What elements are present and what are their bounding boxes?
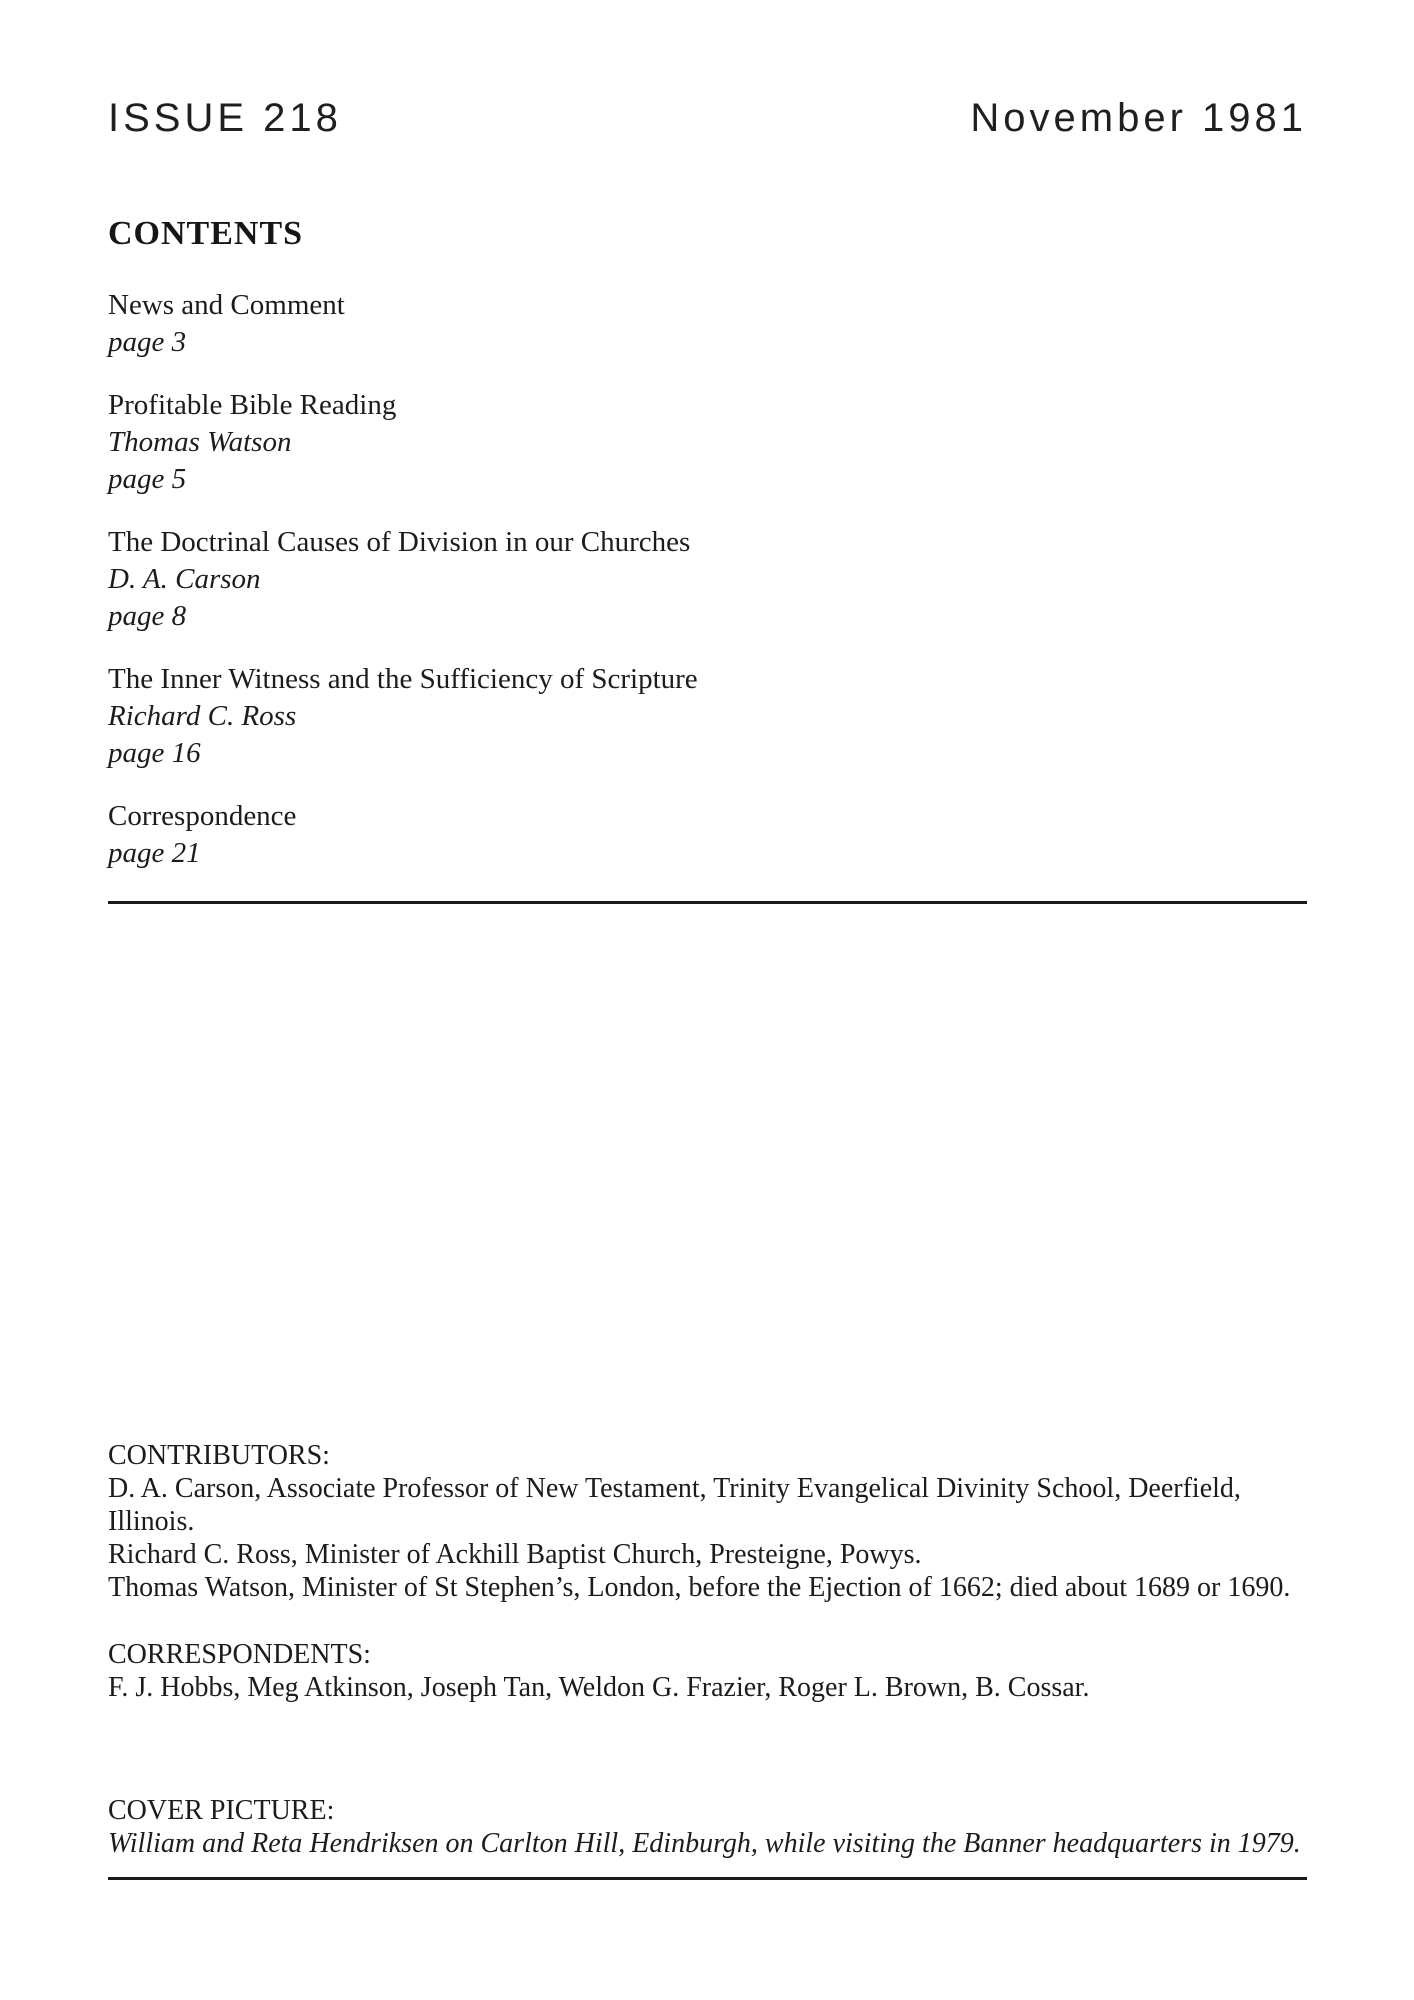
toc-entry-title: The Doctrinal Causes of Division in our Churches — [108, 526, 691, 558]
toc-entry-title: News and Comment — [108, 289, 345, 321]
cover-picture-heading: COVER PICTURE: — [108, 1795, 335, 1826]
table-of-contents — [108, 287, 1307, 898]
contributor-line: Richard C. Ross, Minister of Ackhill Baptist Church, Presteigne, Powys. — [108, 1539, 922, 1570]
toc-entry-news-and-comment — [108, 287, 1307, 361]
contributors-section — [108, 1439, 1328, 1604]
toc-entry-author: Richard C. Ross — [108, 700, 297, 732]
toc-entry-title: Correspondence — [108, 800, 297, 832]
contributors-heading: CONTRIBUTORS: — [108, 1440, 330, 1471]
contents-heading: CONTENTS — [108, 215, 304, 252]
horizontal-rule-top — [108, 901, 1307, 904]
toc-entry-author: D. A. Carson — [108, 563, 261, 595]
toc-entry-title: The Inner Witness and the Sufficiency of Scripture — [108, 663, 698, 695]
issue-date: November 1981 — [970, 96, 1307, 140]
toc-entry-inner-witness — [108, 661, 1307, 772]
contributor-line: Thomas Watson, Minister of St Stephen’s, London, before the Ejection of 1662; died about 1689 or 1690. — [108, 1572, 1291, 1603]
correspondents-line: F. J. Hobbs, Meg Atkinson, Joseph Tan, Weldon G. Frazier, Roger L. Brown, B. Cossar. — [108, 1672, 1090, 1703]
horizontal-rule-bottom — [108, 1877, 1307, 1880]
cover-picture-caption: William and Reta Hendriksen on Carlton Hill, Edinburgh, while visiting the Banner headquarters in 1979. — [108, 1828, 1301, 1859]
toc-entry-profitable-bible-reading — [108, 387, 1307, 498]
toc-entry-page: page 3 — [108, 326, 187, 358]
toc-entry-page: page 21 — [108, 837, 201, 869]
toc-entry-page: page 8 — [108, 600, 187, 632]
cover-picture-section — [108, 1794, 1328, 1860]
correspondents-section — [108, 1638, 1328, 1704]
toc-entry-title: Profitable Bible Reading — [108, 389, 397, 421]
toc-entry-page: page 16 — [108, 737, 201, 769]
toc-entry-page: page 5 — [108, 463, 187, 495]
contributor-line: D. A. Carson, Associate Professor of New Testament, Trinity Evangelical Divinity School, Deerfield, Illinois. — [108, 1473, 1241, 1537]
toc-entry-correspondence — [108, 798, 1307, 872]
toc-entry-author: Thomas Watson — [108, 426, 292, 458]
page-header — [108, 96, 1307, 140]
correspondents-heading: CORRESPONDENTS: — [108, 1639, 371, 1670]
issue-number: ISSUE 218 — [108, 96, 342, 140]
toc-entry-doctrinal-causes — [108, 524, 1307, 635]
